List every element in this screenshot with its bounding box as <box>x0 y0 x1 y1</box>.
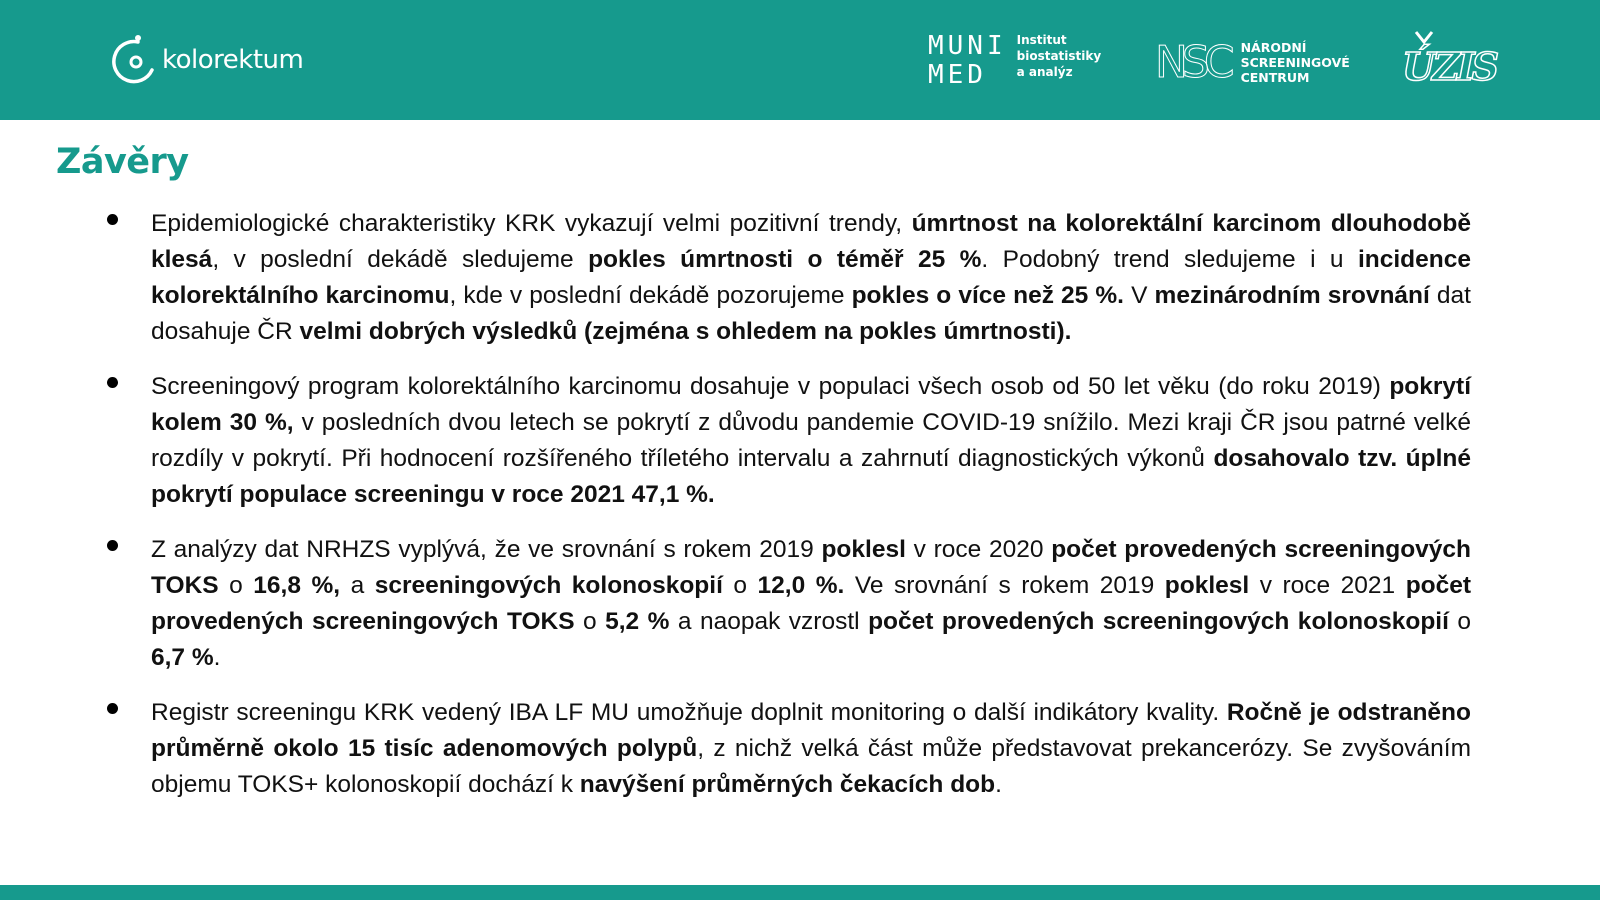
uzis-logo[interactable] <box>1402 30 1497 90</box>
bold-text: poklesl <box>1164 572 1250 599</box>
brand-name: kolorektum <box>162 45 304 75</box>
bullet-point <box>151 695 1471 803</box>
nsc-logo[interactable] <box>1155 36 1350 88</box>
bold-text: 6,7 % <box>151 644 214 671</box>
bold-text: pokrytí kolem 30 %, <box>151 373 1471 436</box>
bold-text: mezinárodním srovnání <box>1154 282 1430 309</box>
text: . Podobný trend sledujeme i u <box>981 246 1358 273</box>
text: . <box>995 771 1002 798</box>
text: , z nichž velká část může představovat prekancerózy. Se zvyšováním objemu TOKS+ kolonoskopií dochází k <box>151 735 1471 798</box>
muni-top-text: MUNI <box>928 31 1007 61</box>
text: Ve srovnání s rokem 2019 <box>844 572 1165 599</box>
bold-text: velmi dobrých výsledků (zejména s ohledem na pokles úmrtnosti). <box>299 318 1072 345</box>
text: dat dosahuje ČR <box>151 282 1471 345</box>
bold-text: navýšení průměrných čekacích dob <box>579 771 996 798</box>
text: o <box>574 608 606 635</box>
text: Epidemiologické charakteristiky KRK vykazují velmi pozitivní trendy, <box>151 210 912 237</box>
bold-text: poklesl <box>821 536 906 563</box>
text: , v poslední dekádě sledujeme <box>212 246 589 273</box>
text: v posledních dvou letech se pokrytí z důvodu pandemie COVID-19 snížilo. Mezi kraji ČR jsou patrné velké rozdíly v pokrytí. Při hodnocení rozšířeného tříletého intervalu a zahrnutí diagnostických výkonů <box>151 409 1471 472</box>
bold-text: počet provedených screeningových TOKS <box>151 572 1472 635</box>
bold-text: pokles o více než 25 %. <box>851 282 1124 309</box>
institute-name: Institut biostatistiky a analýz <box>1016 33 1102 79</box>
bold-text: Ročně je odstraněno průměrně okolo 15 tisíc adenomových polypů <box>151 699 1471 762</box>
text: Screeningový program kolorektálního karcinomu dosahuje v populaci všech osob od 50 let věku (do roku 2019) <box>151 373 1390 400</box>
bold-text: 16,8 %, <box>253 572 341 599</box>
bold-text: 5,2 % <box>605 608 670 635</box>
nsc-name: NÁRODNÍ SCREENINGOVÉ CENTRUM <box>1240 40 1350 85</box>
bullet-point <box>151 532 1471 676</box>
text: o <box>722 572 758 599</box>
uzis-mark: ÚZIS <box>1402 44 1497 89</box>
text: . <box>213 644 221 671</box>
footer-bar <box>0 885 1600 900</box>
page-title: Závěry <box>56 142 189 182</box>
text: v roce 2021 <box>1249 572 1406 599</box>
bold-text: úmrtnost na kolorektální karcinom dlouhodobě klesá <box>151 210 1471 273</box>
text: Z analýzy dat NRHZS vyplývá, že ve srovnání s rokem 2019 <box>151 536 822 563</box>
kolorektum-circle-icon <box>108 30 160 90</box>
text: a <box>340 572 375 599</box>
bold-text: počet provedených screeningových kolonoskopií <box>868 608 1449 635</box>
bullet-point <box>151 369 1471 513</box>
bold-text: 12,0 %. <box>757 572 845 599</box>
bold-text: screeningových kolonoskopií <box>374 572 723 599</box>
bullet-point <box>151 206 1471 350</box>
bold-text: dosahovalo tzv. úplné pokrytí populace screeningu v roce 2021 47,1 %. <box>151 445 1471 508</box>
text: Registr screeningu KRK vedený IBA LF MU umožňuje doplnit monitoring o další indikátory kvality. <box>151 699 1227 726</box>
nsc-mark: NSC <box>1155 36 1229 88</box>
text: v roce 2020 <box>905 536 1052 563</box>
text: o <box>1448 608 1471 635</box>
bold-text: počet provedených screeningových TOKS <box>151 536 1472 599</box>
bold-text: pokles úmrtnosti o téměř 25 % <box>588 246 982 273</box>
muni-bottom-text: MED <box>928 60 987 90</box>
header-bar <box>0 0 1600 120</box>
text: V <box>1124 282 1155 309</box>
text: a naopak vzrostl <box>669 608 869 635</box>
conclusions-list <box>151 206 1471 822</box>
bold-text: incidence kolorektálního karcinomu <box>151 246 1471 309</box>
text: o <box>218 572 254 599</box>
kolorektum-logo[interactable] <box>108 30 303 90</box>
text: , kde v poslední dekádě pozorujeme <box>449 282 852 309</box>
muni-med-logo[interactable] <box>928 32 1101 90</box>
